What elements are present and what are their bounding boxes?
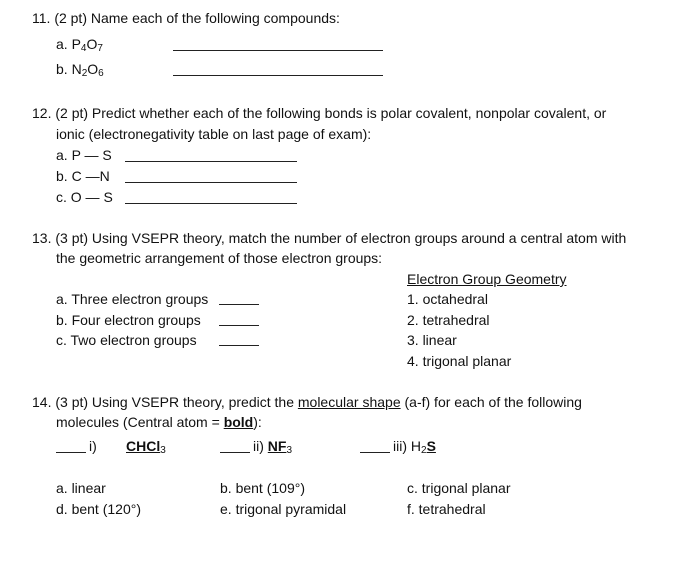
- q13-line1: 13. (3 pt) Using VSEPR theory, match the number of electron groups around a central atom with: [32, 230, 627, 246]
- geometry-option-1: 1. octahedral: [407, 291, 488, 307]
- q13c-item: c. Two electron groups: [56, 332, 197, 348]
- q12a-answer-line[interactable]: [125, 161, 297, 162]
- q11a-label: a.: [56, 36, 68, 52]
- shape-option-b: b. bent (109°): [220, 480, 305, 496]
- q11a-compound: [56, 35, 103, 53]
- geometry-option-3: 3. linear: [407, 332, 457, 348]
- geometry-option-2: 2. tetrahedral: [407, 312, 490, 328]
- q13b-item: b. Four electron groups: [56, 312, 201, 328]
- q11b-compound: [56, 60, 104, 78]
- q11-heading: 11. (2 pt) Name each of the following compounds:: [32, 10, 340, 26]
- shape-option-c: c. trigonal planar: [407, 480, 511, 496]
- q12-line2: ionic (electronegativity table on last page of exam):: [56, 126, 372, 142]
- q14iii-answer-line[interactable]: [360, 452, 390, 453]
- q14i-molecule: CHCl$_3$: [126, 438, 166, 456]
- bold-term: bold: [223, 414, 254, 430]
- q14i-label: i): [89, 438, 97, 454]
- q13-geometry-title: Electron Group Geometry: [407, 271, 567, 287]
- q11a-formula: $P_4O_7$: [71, 36, 103, 54]
- q13-line2: the geometric arrangement of those electron groups:: [56, 250, 383, 266]
- q14iii-molecule: iii) $H_2S$: [393, 438, 436, 456]
- q12b-bond: b. C —N: [56, 168, 110, 184]
- geometry-option-4: 4. trigonal planar: [407, 353, 512, 369]
- q11b-label: b.: [56, 61, 68, 77]
- q12-line1: 12. (2 pt) Predict whether each of the following bonds is polar covalent, nonpolar covalent, or: [32, 105, 607, 121]
- shape-option-d: d. bent (120°): [56, 501, 141, 517]
- q13a-item: a. Three electron groups: [56, 291, 209, 307]
- shape-option-a: a. linear: [56, 480, 106, 496]
- q13b-answer-line[interactable]: [219, 325, 259, 326]
- q13a-answer-line[interactable]: [219, 304, 259, 305]
- q11b-formula: $N_2O_6$: [71, 61, 104, 79]
- q12b-answer-line[interactable]: [125, 182, 297, 183]
- molecular-shape-term: molecular shape: [297, 394, 401, 410]
- q14ii-answer-line[interactable]: [220, 452, 250, 453]
- q12a-bond: a. P — S: [56, 147, 112, 163]
- q11a-answer-line[interactable]: [173, 50, 383, 51]
- q14-line1: 14. (3 pt) Using VSEPR theory, predict the molecular shape (a-f) for each of the following: [32, 394, 582, 410]
- q13c-answer-line[interactable]: [219, 345, 259, 346]
- q12c-answer-line[interactable]: [125, 203, 297, 204]
- shape-option-e: e. trigonal pyramidal: [220, 501, 347, 517]
- shape-option-f: f. tetrahedral: [407, 501, 486, 517]
- q14-line2: molecules (Central atom = bold):: [56, 414, 262, 430]
- q14ii-molecule: ii) $NF_3$: [253, 438, 293, 456]
- q11b-answer-line[interactable]: [173, 75, 383, 76]
- q14i-answer-line[interactable]: [56, 452, 86, 453]
- q12c-bond: c. O — S: [56, 189, 113, 205]
